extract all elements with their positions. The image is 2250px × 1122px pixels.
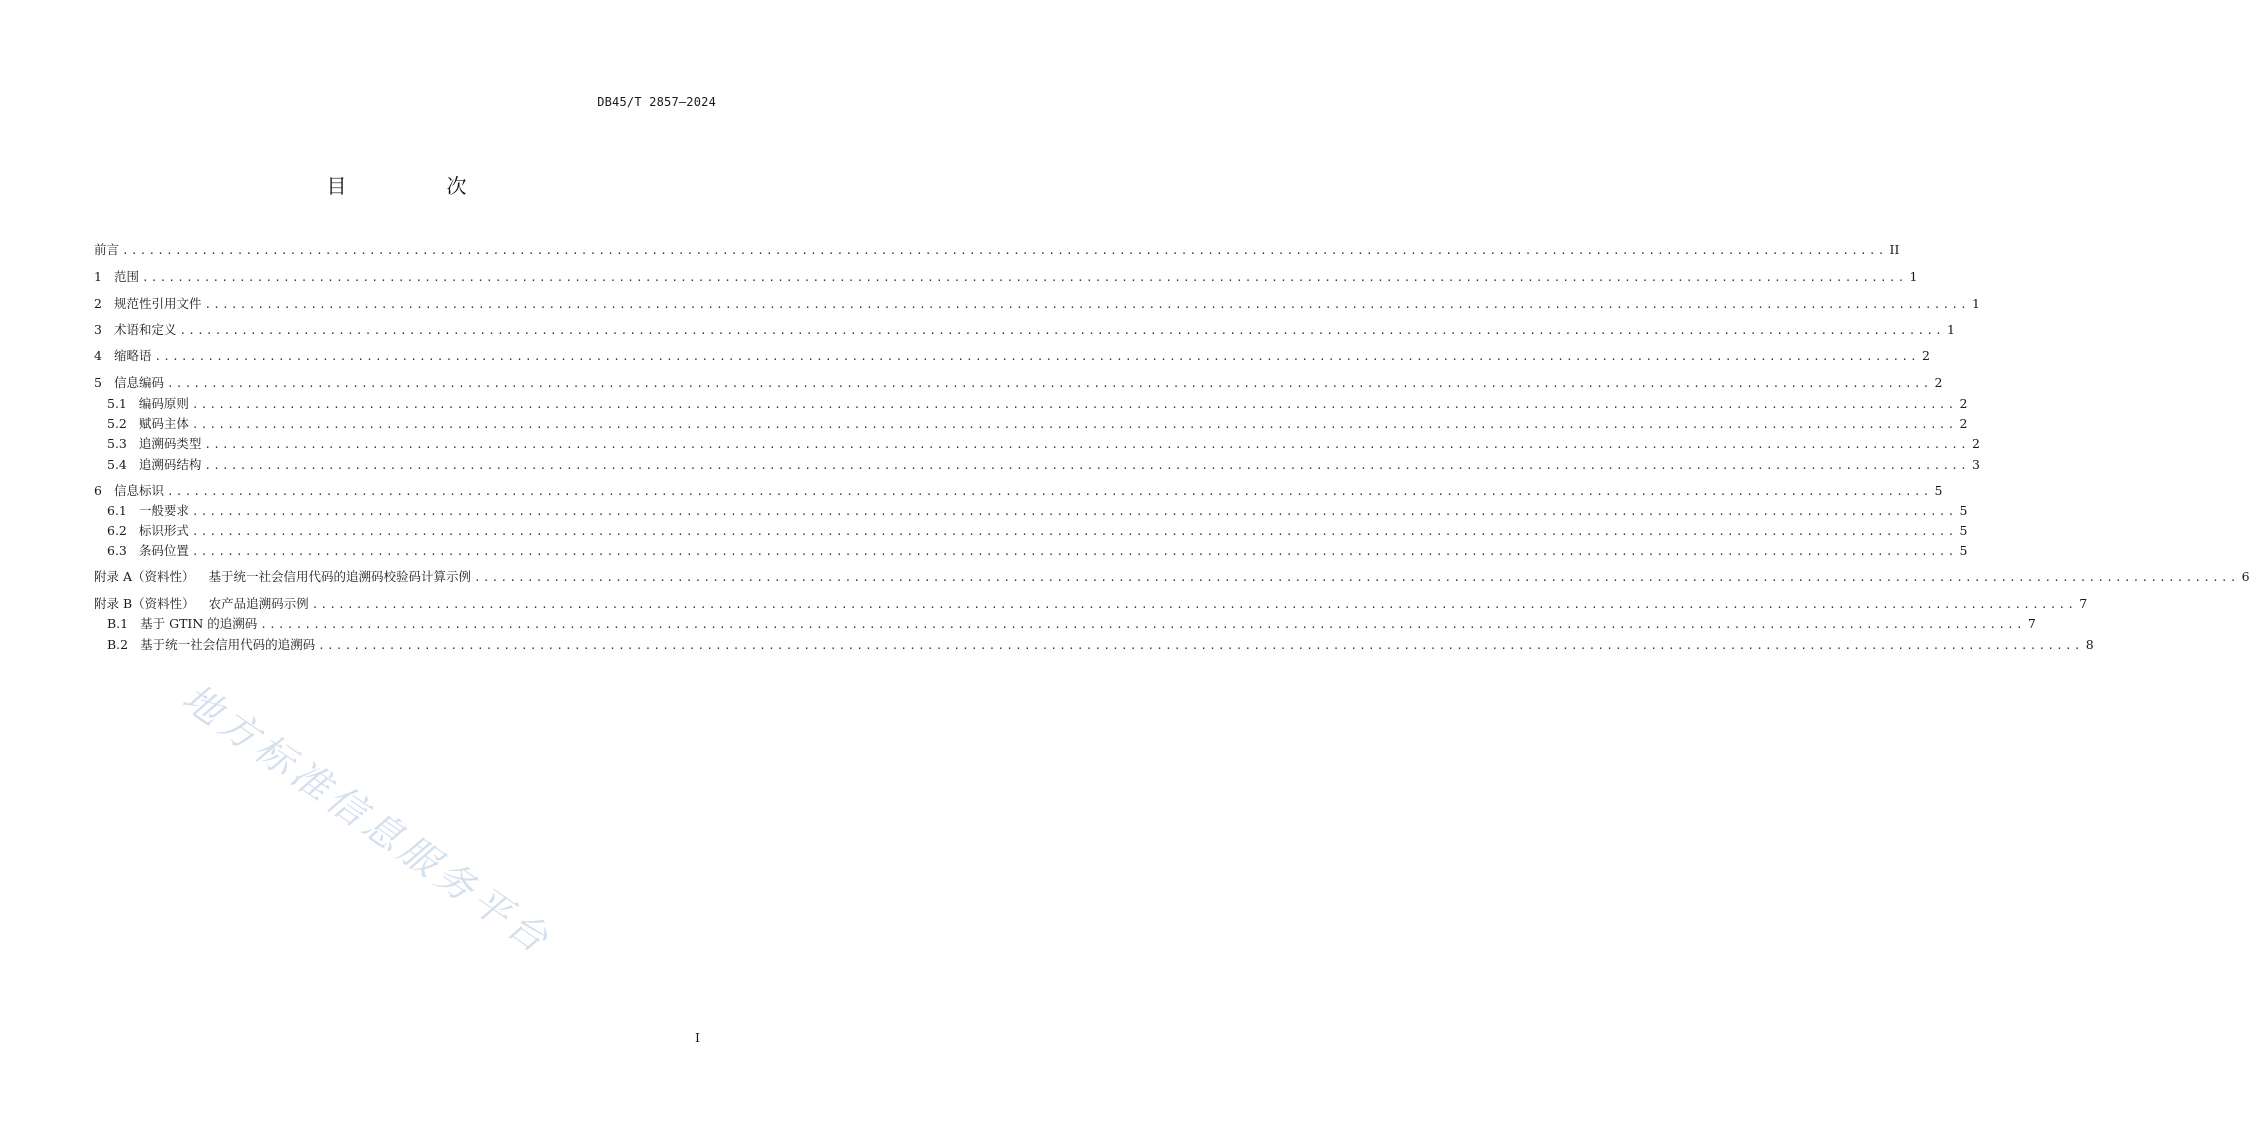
toc-entry-page: 5 [1959,523,1968,538]
toc-entry-title: 信息标识 [113,483,164,498]
toc-entry-title: 编码原则 [138,396,189,411]
toc-entry-page: 5 [1959,503,1968,518]
toc-leader-dots: ........................................................................................................................................................................................................ [179,324,1944,337]
toc-entry[interactable] [94,568,2250,586]
toc-entry-number: 3 [94,322,102,337]
toc-entry[interactable] [94,395,1968,413]
toc-entry-title: 一般要求 [138,503,189,518]
toc-entry-label [94,374,164,392]
toc-entry-number: 1 [94,269,102,284]
toc-entry-label [94,435,201,453]
toc-entry-label [94,482,164,500]
toc-entry[interactable] [94,522,1968,540]
toc-entry-number: 4 [94,348,102,363]
toc-leader-dots: ........................................................................................................................................................................................................ [204,298,1969,311]
toc-entry-page: 2 [1922,348,1930,363]
toc-entry-page: 2 [1959,396,1968,411]
toc-entry[interactable] [94,374,1943,392]
toc-entry-number: 5.4 [107,457,127,472]
toc-entry[interactable] [94,295,1980,313]
toc-leader-dots: ........................................................................................................................................................................................................ [191,398,1957,411]
toc-entry-title: 条码位置 [138,543,189,558]
toc-entry-label [94,522,189,540]
toc-leader-dots: ........................................................................................................................................................................................................ [260,618,2025,631]
toc-entry-title: 缩略语 [113,348,152,363]
toc-entry-label [94,636,315,654]
toc-entry-number: 6.2 [107,523,127,538]
toc-entry-title: 基于 GTIN 的追溯码 [140,616,258,631]
toc-leader-dots: ........................................................................................................................................................................................................ [474,571,2239,584]
toc-entry-label [94,595,309,613]
toc-leader-dots: ........................................................................................................................................................................................................ [166,377,1932,390]
toc-entry-title: 范围 [113,269,139,284]
toc-entry-title: 追溯码结构 [138,457,202,472]
page-number: I [695,1030,700,1045]
toc-entry[interactable] [94,456,1980,474]
toc-entry-number: 6.3 [107,543,127,558]
toc-leader-dots: ........................................................................................................................................................................................................ [191,505,1957,518]
toc-entry-title: 农产品追溯码示例 [208,596,309,611]
toc-entry-page: 1 [1947,322,1955,337]
toc-entry-number: 附录 B（资料性） [94,596,195,611]
toc-entry-label [94,347,151,365]
toc-leader-dots: ........................................................................................................................................................................................................ [204,438,1969,451]
toc-entry[interactable] [94,415,1968,433]
toc-entry-label [94,415,189,433]
toc-entry-page: 7 [2079,596,2088,611]
toc-entry[interactable] [94,595,2088,613]
toc-leader-dots: ........................................................................................................................................................................................................ [191,418,1957,431]
toc-leader-dots: ........................................................................................................................................................................................................ [204,459,1969,472]
toc-entry-number: B.1 [107,616,129,631]
toc-entry-number: 2 [94,296,102,311]
toc-leader-dots: ........................................................................................................................................................................................................ [191,545,1957,558]
toc-entry-label [94,241,119,259]
toc-entry[interactable] [94,502,1968,520]
toc-entry[interactable] [94,482,1943,500]
toc-entry-number: 5 [94,375,102,390]
toc-entry-label [94,542,189,560]
toc-entry-title: 赋码主体 [138,416,189,431]
toc-entry-number: 6.1 [107,503,127,518]
toc-leader-dots: ........................................................................................................................................................................................................ [318,639,2083,652]
toc-entry-page: 6 [2241,569,2250,584]
toc-entry-page: 5 [1959,543,1968,558]
toc-entry-label [94,502,189,520]
toc-leader-dots: ........................................................................................................................................................................................................ [154,350,1919,363]
toc-entry-label [94,456,201,474]
toc-entry-title: 标识形式 [138,523,189,538]
page-title: 目 次 [326,174,507,198]
toc-entry-number: 5.3 [107,436,127,451]
toc-entry-label [94,268,139,286]
toc-entry-label [94,615,257,633]
toc-entry-title: 基于统一社会信用代码的追溯码 [140,637,316,652]
toc-entry-page: 7 [2027,616,2036,631]
toc-entry-page: 1 [1909,269,1918,284]
toc-entry-title: 前言 [94,242,120,257]
toc-entry-title: 规范性引用文件 [113,296,202,311]
toc-entry[interactable] [94,542,1968,560]
toc-leader-dots: ........................................................................................................................................................................................................ [311,598,2077,611]
toc-entry[interactable] [94,347,1930,365]
toc-entry[interactable] [94,268,1918,286]
toc-entry-page: 2 [1959,416,1968,431]
toc-entry-label [94,321,176,339]
toc-entry[interactable] [94,435,1980,453]
toc-entry-page: 2 [1971,436,1980,451]
document-code: DB45/T 2857—2024 [597,95,716,109]
toc-entry-label [94,295,201,313]
toc-entry-number: B.2 [107,637,129,652]
toc-entry-page: 3 [1971,457,1980,472]
toc-entry-number: 附录 A（资料性） [94,569,195,584]
toc-entry-label [94,568,471,586]
toc-leader-dots: ........................................................................................................................................................................................................ [141,271,1907,284]
toc-entry[interactable] [94,615,2036,633]
toc-entry-page: 2 [1934,375,1943,390]
toc-entry[interactable] [94,241,1900,259]
toc-entry-title: 基于统一社会信用代码的追溯码校验码计算示例 [208,569,472,584]
watermark: 地方标准信息服务平台 [174,675,561,964]
toc-entry-number: 6 [94,483,102,498]
toc-entry-number: 5.1 [107,396,127,411]
toc-leader-dots: ........................................................................................................................................................................................................ [122,244,1887,257]
toc-entry-title: 信息编码 [113,375,164,390]
toc-leader-dots: ........................................................................................................................................................................................................ [191,525,1957,538]
toc-entry-page: 8 [2085,637,2094,652]
toc-entry-number: 5.2 [107,416,127,431]
toc-entry[interactable] [94,321,1955,339]
toc-leader-dots: ........................................................................................................................................................................................................ [166,485,1932,498]
toc-entry-page: II [1889,242,1900,257]
toc-entry-page: 5 [1934,483,1943,498]
toc-entry-title: 术语和定义 [113,322,177,337]
toc-entry-title: 追溯码类型 [138,436,202,451]
toc-entry-page: 1 [1972,296,1980,311]
toc-entry[interactable] [94,636,2094,654]
toc-entry-label [94,395,189,413]
